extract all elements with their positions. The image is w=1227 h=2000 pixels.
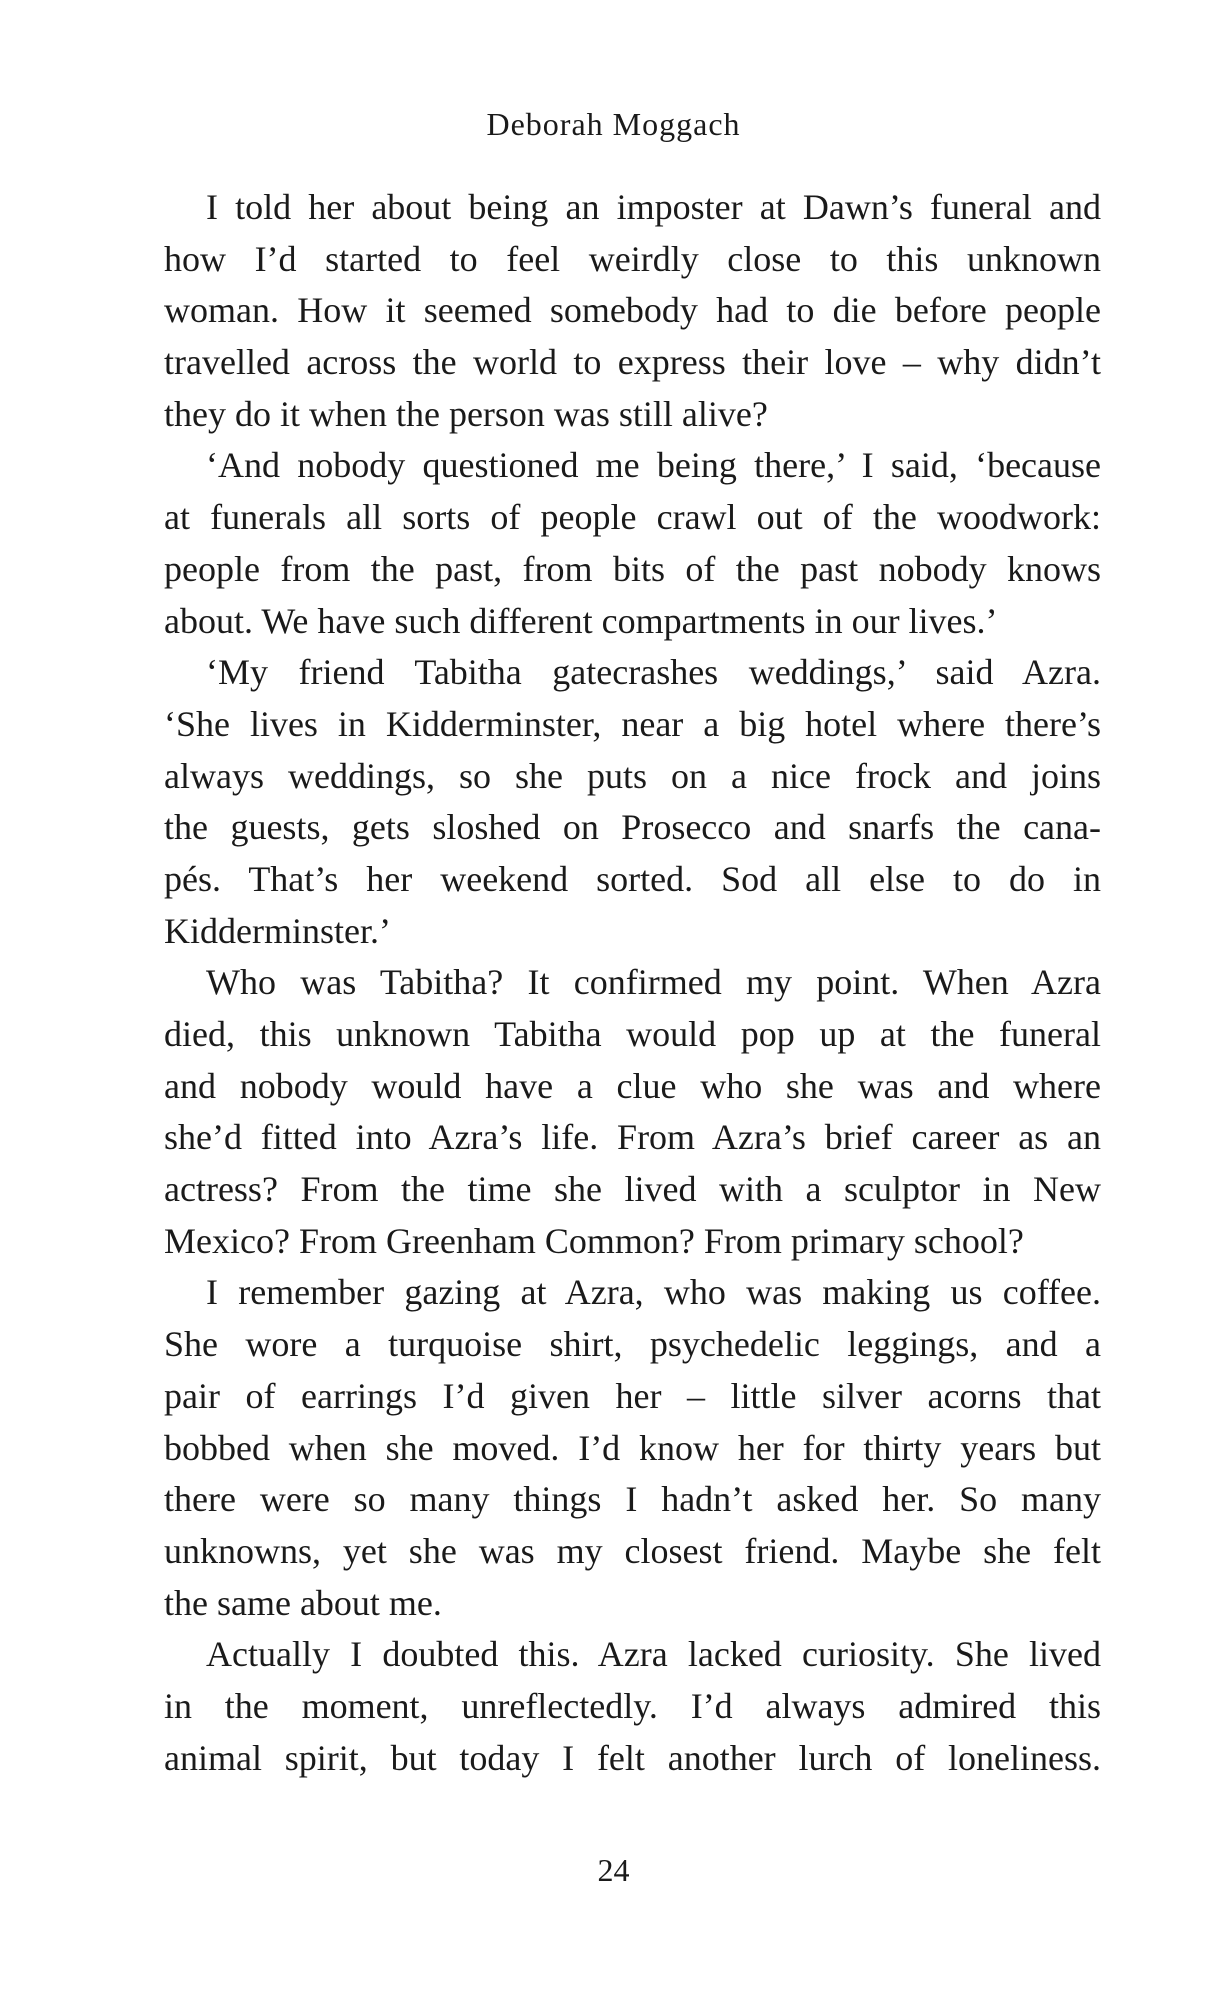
text-line: she’d fitted into Azra’s life. From Azra’s brief career as an xyxy=(164,1117,1101,1158)
text-line: about. We have such different compartments in our lives.’ xyxy=(164,600,998,641)
text-line: how I’d started to feel weirdly close to this unknown xyxy=(164,238,1101,279)
text-line: unknowns, yet she was my closest friend. Maybe she felt xyxy=(164,1530,1101,1571)
text-line: died, this unknown Tabitha would pop up at the funeral xyxy=(164,1014,1101,1054)
text-line: the same about me. xyxy=(164,1582,442,1623)
text-line: in the moment, unreflectedly. I’d always admired this xyxy=(164,1685,1101,1726)
text-line: ‘And nobody questioned me being there,’ I said, ‘because xyxy=(206,445,1101,486)
text-line: animal spirit, but today I felt another lurch of loneliness. xyxy=(164,1737,1101,1778)
text-line: woman. How it seemed somebody had to die before people xyxy=(164,290,1101,331)
text-line: and nobody would have a clue who she was and where xyxy=(164,1065,1101,1106)
text-line: I remember gazing at Azra, who was making us coffee. xyxy=(206,1272,1101,1313)
text-line: pair of earrings I’d given her – little silver acorns that xyxy=(164,1375,1101,1416)
text-line: Actually I doubted this. Azra lacked curiosity. She lived xyxy=(206,1634,1101,1675)
text-line: the guests, gets sloshed on Prosecco and snarfs the cana- xyxy=(164,807,1101,848)
page-number: 24 xyxy=(597,1852,630,1888)
text-line: there were so many things I hadn’t asked her. So many xyxy=(164,1479,1101,1520)
text-line: ‘She lives in Kidderminster, near a big hotel where there’s xyxy=(164,703,1101,744)
text-line: Mexico? From Greenham Common? From primary school? xyxy=(164,1220,1024,1261)
body-text xyxy=(164,182,1101,1784)
text-line: Who was Tabitha? It confirmed my point. When Azra xyxy=(206,962,1101,1003)
text-line: pés. That’s her weekend sorted. Sod all else to do in xyxy=(164,858,1101,899)
text-line: always weddings, so she puts on a nice frock and joins xyxy=(164,755,1101,796)
text-line: people from the past, from bits of the past nobody knows xyxy=(164,548,1101,589)
text-line: they do it when the person was still alive? xyxy=(164,393,768,434)
text-line: actress? From the time she lived with a sculptor in New xyxy=(164,1169,1101,1210)
text-line: Kidderminster.’ xyxy=(164,910,391,951)
running-head: Deborah Moggach xyxy=(486,106,741,142)
text-line: ‘My friend Tabitha gatecrashes weddings,’ said Azra. xyxy=(206,652,1101,693)
text-line: She wore a turquoise shirt, psychedelic leggings, and a xyxy=(164,1324,1101,1365)
text-line: I told her about being an imposter at Dawn’s funeral and xyxy=(206,187,1101,227)
text-line: bobbed when she moved. I’d know her for thirty years but xyxy=(164,1427,1101,1468)
text-line: at funerals all sorts of people crawl out of the woodwork: xyxy=(164,497,1101,538)
text-line: travelled across the world to express their love – why didn’t xyxy=(164,342,1101,383)
